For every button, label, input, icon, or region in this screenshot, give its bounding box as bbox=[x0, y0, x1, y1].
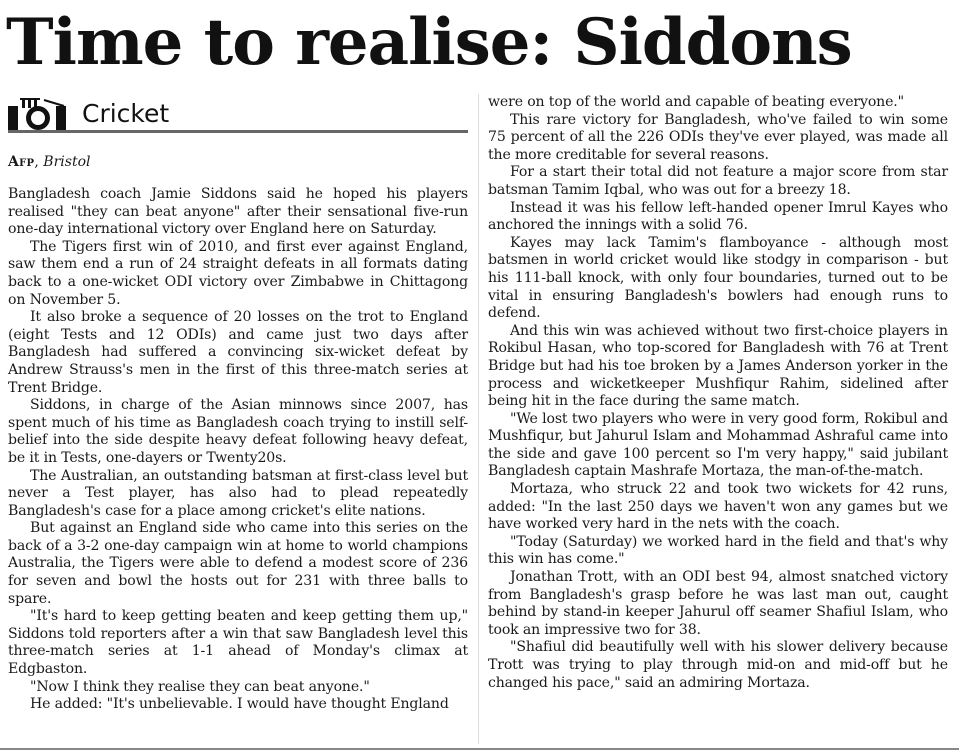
article-column-2 bbox=[488, 94, 948, 692]
column-divider bbox=[478, 94, 479, 744]
paragraph: "Shafiul did beautifully well with his slower delivery because Trott was trying to play through mid-on and mid-off but he changed his pace," said an admiring Mortaza. bbox=[488, 639, 948, 691]
section-label: Cricket bbox=[82, 99, 170, 128]
section-header bbox=[8, 96, 468, 132]
paragraph: Jonathan Trott, with an ODI best 94, almost snatched victory from Bangladesh's grasp before he was last man out, caught behind by stand-in keeper Jahurul off seamer Shafiul Islam, who took an impressive two for 38. bbox=[488, 569, 948, 638]
paragraph: But against an England side who came into this series on the back of a 3-2 one-day campaign win at home to world champions Australia, the Tigers were able to defend a modest score of 236 for seven and bowl the hosts out for 231 with three balls to spare. bbox=[8, 520, 468, 607]
paragraph: Bangladesh coach Jamie Siddons said he hoped his players realised "they can beat anyone" after their sensational five-run one-day international victory over England here on Saturday. bbox=[8, 186, 468, 238]
byline-source: Afp bbox=[8, 154, 35, 170]
paragraph: It also broke a sequence of 20 losses on the trot to England (eight Tests and 12 ODIs) and came just two days after Bangladesh had suffered a convincing six-wicket defeat by Andrew Strauss's men in the first of this three-match series at Trent Bridge. bbox=[8, 309, 468, 396]
byline: Afp, Bristol bbox=[8, 154, 91, 170]
odi-cricket-logo-icon bbox=[8, 98, 76, 130]
paragraph: He added: "It's unbelievable. I would have thought England bbox=[30, 696, 449, 713]
paragraph: For a start their total did not feature a major score from star batsman Tamim Iqbal, who was out for a breezy 18. bbox=[488, 164, 948, 198]
paragraph: Siddons, in charge of the Asian minnows since 2007, has spent much of his time as Bangladesh coach trying to instill self-belief into the side despite heavy defeat following heavy defeat, be it in Tests, one-dayers or Twenty20s. bbox=[8, 397, 468, 466]
byline-location: Bristol bbox=[43, 154, 91, 170]
paragraph: The Tigers first win of 2010, and first ever against England, saw them end a run of 24 straight defeats in all formats dating back to a one-wicket ODI victory over Zimbabwe in Chittagong on November 5. bbox=[8, 238, 468, 308]
paragraph: "It's hard to keep getting beaten and keep getting them up," Siddons told reporters after a win that saw Bangladesh level this three-match series at 1-1 ahead of Monday's climax at Edgbaston. bbox=[8, 608, 468, 678]
paragraph: Kayes may lack Tamim's flamboyance - although most batsmen in world cricket would like stodgy in comparison - but his 111-ball knock, with only four boundaries, turned out to be vital in ensuring Bangladesh's bowlers had enough runs to defend. bbox=[488, 234, 948, 322]
paragraph: This rare victory for Bangladesh, who've failed to win some 75 percent of all the 226 ODIs they've ever played, was made all the more creditable for several reasons. bbox=[488, 111, 948, 163]
paragraph: "We lost two players who were in very good form, Rokibul and Mushfiqur, but Jahurul Islam and Mohammad Ashraful came into the side and gave 100 percent so I'm very happy," said jubilant Bangladesh captain Mashrafe Mortaza, the man-of-the-match. bbox=[488, 410, 948, 480]
article-column-1 bbox=[8, 186, 468, 714]
section-rule bbox=[8, 130, 468, 133]
paragraph: "Today (Saturday) we worked hard in the field and that's why this win has come." bbox=[488, 533, 948, 568]
paragraph: Instead it was his fellow left-handed opener Imrul Kayes who anchored the innings with a solid 76. bbox=[488, 199, 948, 234]
bottom-rule bbox=[0, 748, 959, 750]
headline: Time to realise: Siddons bbox=[6, 5, 852, 80]
paragraph: And this win was achieved without two first-choice players in Rokibul Hasan, who top-scored for Bangladesh with 76 at Trent Bridge but had his toe broken by a James Anderson yorker in the process and wicketkeeper Mushfiqur Rahim, sidelined after being hit in the face during the same match. bbox=[488, 322, 948, 410]
paragraph: "Now I think they realise they can beat anyone." bbox=[30, 678, 370, 695]
paragraph: Mortaza, who struck 22 and took two wickets for 42 runs, added: "In the last 250 days we haven't won any games but we have worked very hard in the nets with the coach. bbox=[488, 481, 948, 533]
paragraph: were on top of the world and capable of beating everyone." bbox=[488, 94, 904, 110]
paragraph: The Australian, an outstanding batsman at first-class level but never a Test player, has also had to plead repeatedly Bangladesh's case for a place among cricket's elite nations. bbox=[8, 467, 468, 519]
